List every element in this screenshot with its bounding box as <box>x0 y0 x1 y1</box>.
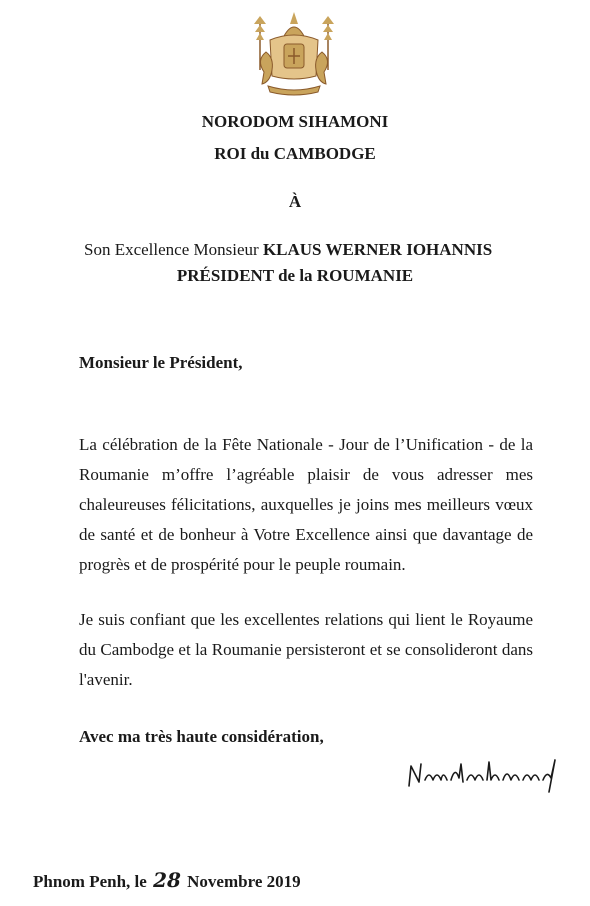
recipient-line <box>84 240 492 260</box>
recipient-title: PRÉSIDENT de la ROUMANIE <box>176 266 414 285</box>
handwritten-signature-icon <box>405 756 561 794</box>
place-prefix: Phnom Penh, le <box>33 872 147 891</box>
recipient-marker: À <box>288 192 302 211</box>
salutation: Monsieur le Président, <box>79 353 243 372</box>
month-year: Novembre 2019 <box>187 872 301 891</box>
royal-emblem-icon <box>246 10 342 98</box>
sender-title: ROI du CAMBODGE <box>214 144 376 163</box>
handwritten-day: 28 <box>153 868 181 892</box>
letter-paragraph-1: La célébration de la Fête Nationale - Jour de l’Unification - de la Roumanie m’offre l’agréable plaisir de vous adresser mes chaleureuses félicitations, auxquelles je joins mes meilleurs vœux de santé et de bonheur à Votre Excellence ainsi que davantage de progrès et de prospérité pour le peuple roumain. <box>79 435 533 574</box>
recipient-name: KLAUS WERNER IOHANNIS <box>262 240 493 259</box>
date-line <box>33 870 301 892</box>
sender-name: NORODOM SIHAMONI <box>201 112 389 131</box>
letter-paragraph-2: Je suis confiant que les excellentes relations qui lient le Royaume du Cambodge et la Roumanie persisteront et se consolideront dans l'avenir. <box>79 610 533 689</box>
closing-formula: Avec ma très haute considération, <box>79 727 324 746</box>
recipient-prefix: Son Excellence Monsieur <box>84 240 259 259</box>
